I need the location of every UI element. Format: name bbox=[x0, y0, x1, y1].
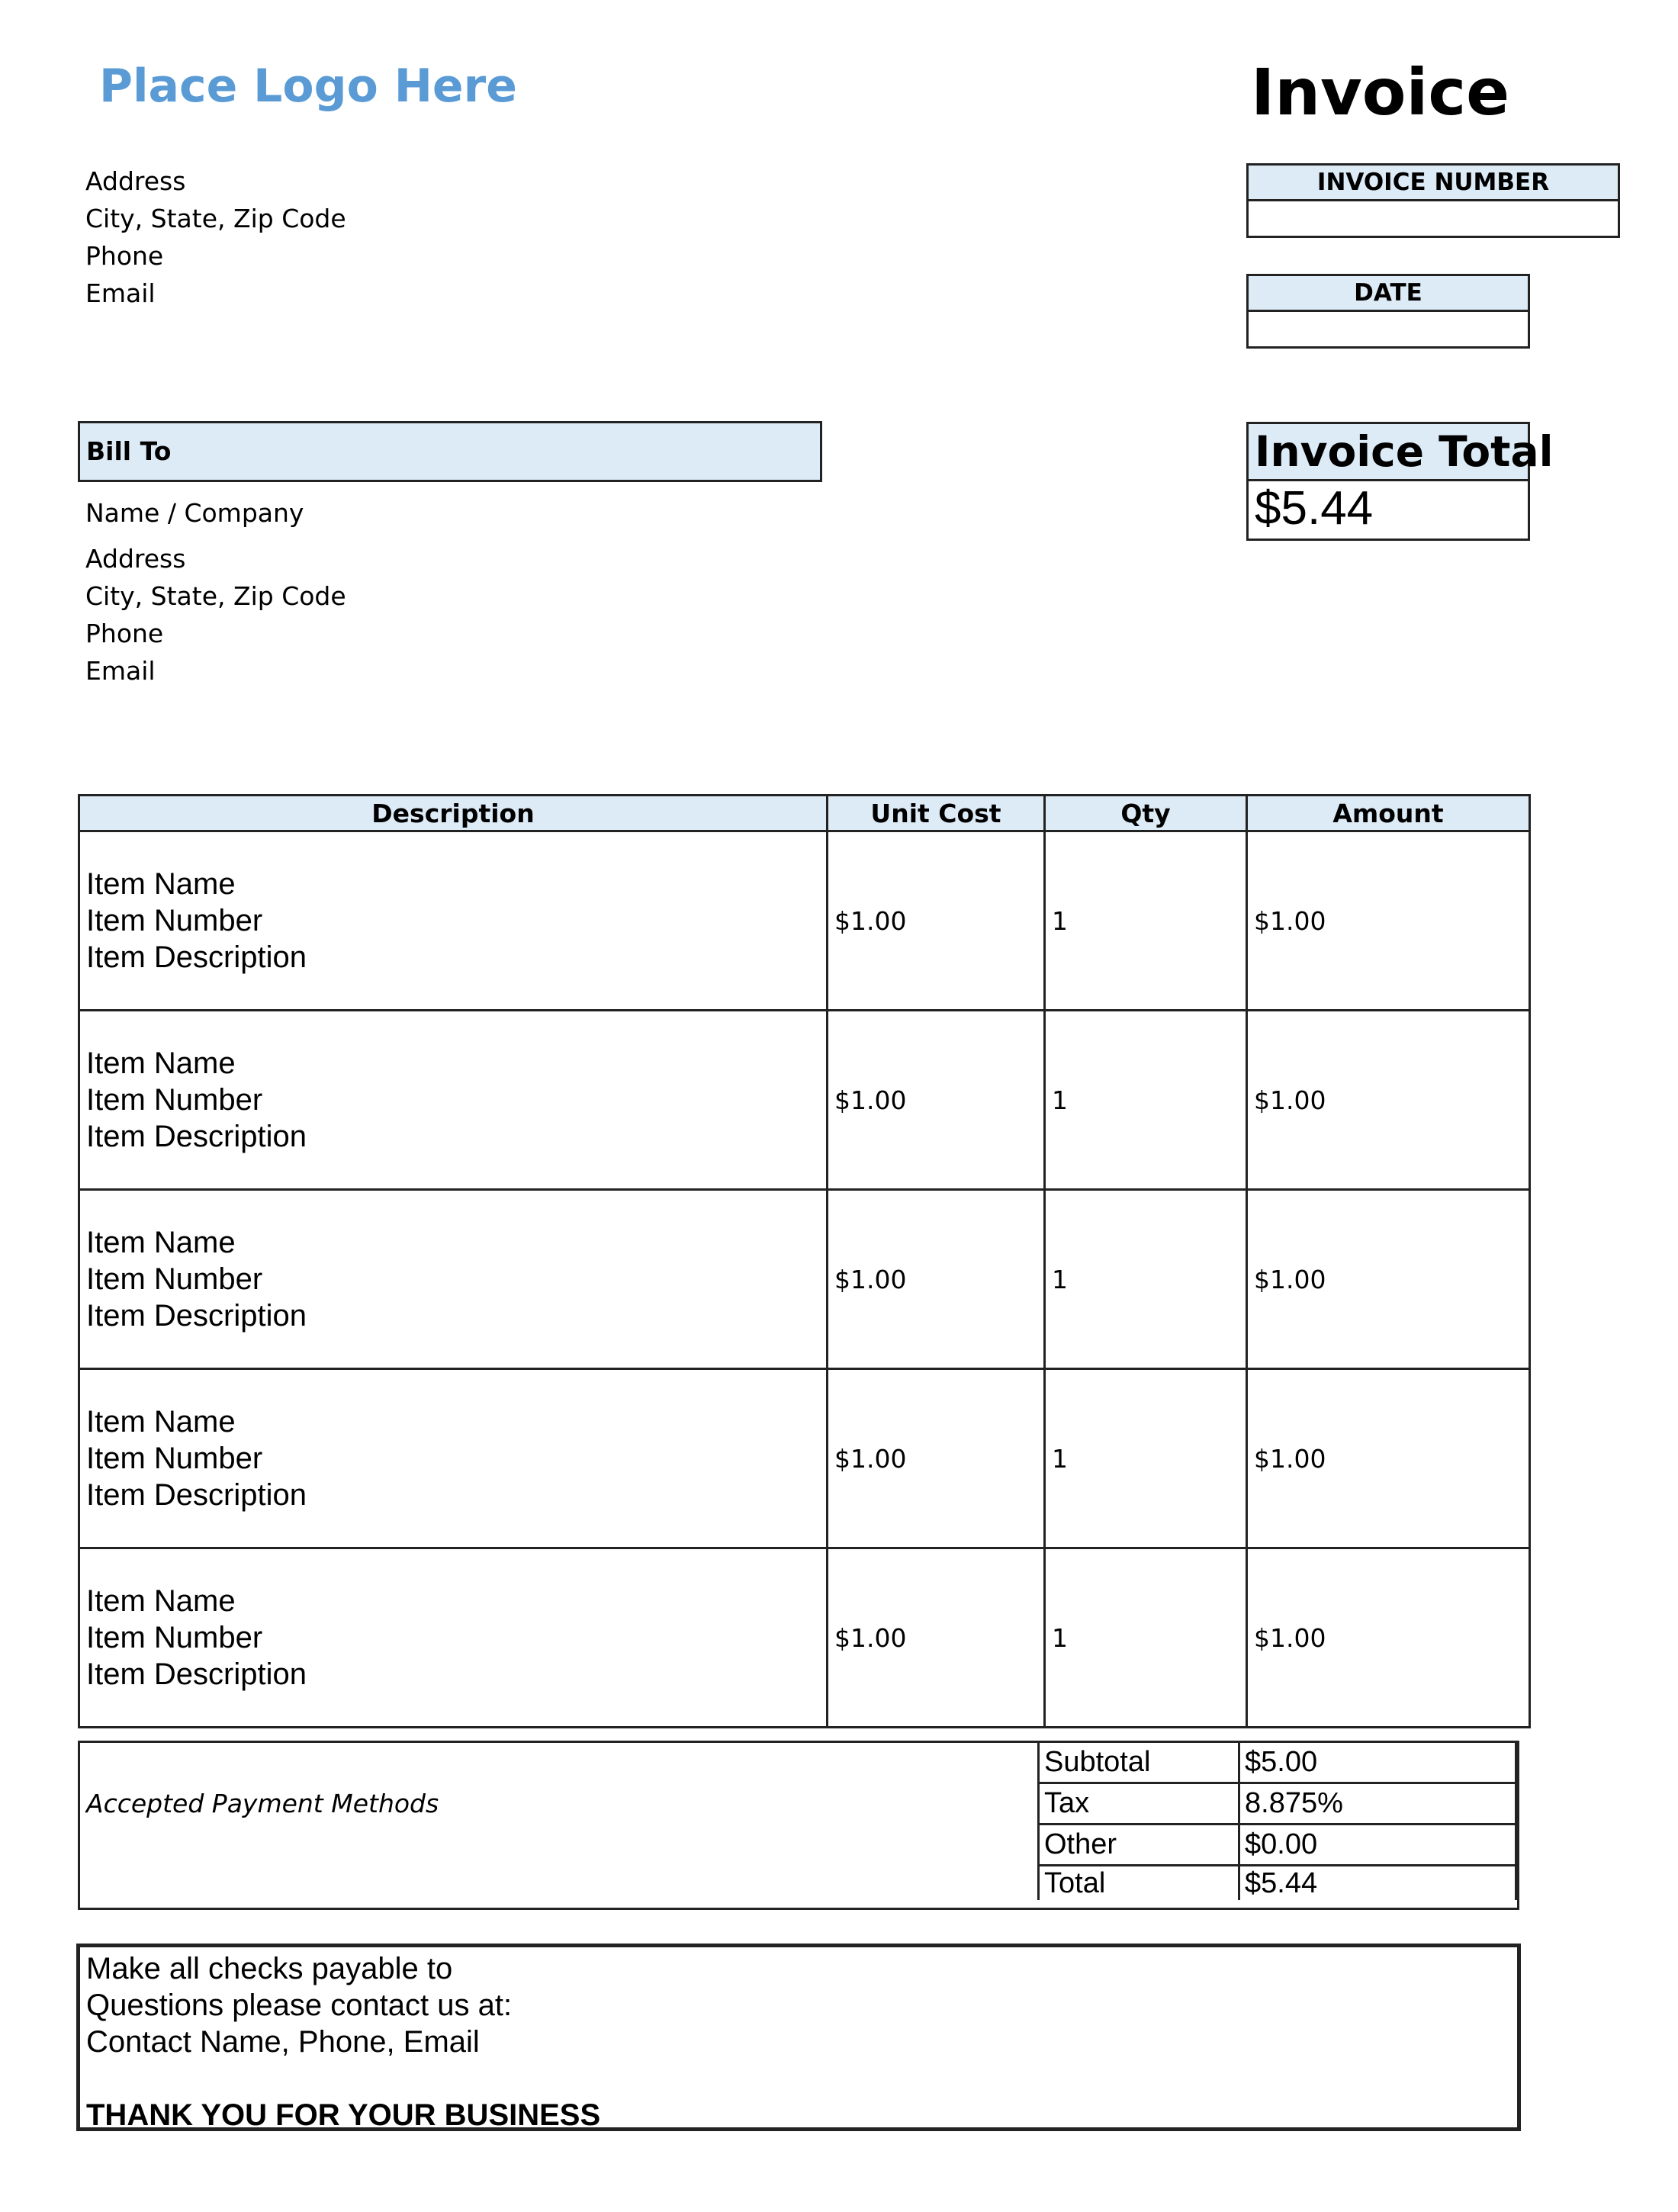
invoice-total-value: $5.44 bbox=[1255, 482, 1374, 535]
item-number: Item Number bbox=[86, 1083, 263, 1117]
table-row bbox=[79, 831, 1530, 1011]
questions-note: Questions please contact us at: bbox=[86, 1989, 513, 2022]
bill-to-info bbox=[85, 540, 346, 690]
item-number: Item Number bbox=[86, 904, 263, 937]
col-header-unit-cost: Unit Cost bbox=[828, 796, 1045, 831]
item-qty[interactable]: 1 bbox=[1045, 1011, 1247, 1190]
table-row bbox=[79, 1190, 1530, 1369]
item-amount: $1.00 bbox=[1247, 831, 1530, 1011]
other-value[interactable]: $0.00 bbox=[1239, 1825, 1516, 1866]
col-header-qty: Qty bbox=[1045, 796, 1247, 831]
item-number: Item Number bbox=[86, 1621, 263, 1654]
item-description-cell[interactable] bbox=[79, 1548, 828, 1728]
item-description-cell[interactable] bbox=[79, 1190, 828, 1369]
item-description-cell[interactable] bbox=[79, 1011, 828, 1190]
total-row bbox=[1039, 1866, 1516, 1901]
bill-to-address: Address bbox=[85, 544, 186, 574]
bill-to-city-state-zip: City, State, Zip Code bbox=[85, 581, 346, 611]
table-header-row bbox=[79, 796, 1530, 831]
date-field[interactable] bbox=[1246, 310, 1530, 349]
table-row bbox=[79, 1369, 1530, 1548]
items-table bbox=[78, 794, 1531, 1728]
checks-payable-note: Make all checks payable to bbox=[86, 1952, 453, 1985]
subtotal-row bbox=[1039, 1742, 1516, 1783]
item-amount: $1.00 bbox=[1247, 1548, 1530, 1728]
subtotal-value: $5.00 bbox=[1239, 1742, 1516, 1783]
item-unit-cost[interactable]: $1.00 bbox=[828, 831, 1045, 1011]
item-description: Item Description bbox=[86, 1657, 307, 1691]
logo-placeholder: Place Logo Here bbox=[99, 59, 517, 113]
item-qty[interactable]: 1 bbox=[1045, 1548, 1247, 1728]
col-header-amount: Amount bbox=[1247, 796, 1530, 831]
bill-to-header: Bill To bbox=[78, 421, 822, 482]
totals-table bbox=[1037, 1741, 1517, 1900]
item-unit-cost[interactable]: $1.00 bbox=[828, 1548, 1045, 1728]
item-number: Item Number bbox=[86, 1262, 263, 1296]
item-description: Item Description bbox=[86, 1478, 307, 1512]
invoice-total-box bbox=[1246, 422, 1554, 541]
sender-city-state-zip: City, State, Zip Code bbox=[85, 204, 346, 233]
item-name: Item Name bbox=[86, 1584, 236, 1618]
item-unit-cost[interactable]: $1.00 bbox=[828, 1369, 1045, 1548]
item-description: Item Description bbox=[86, 1299, 307, 1333]
summary-section bbox=[78, 1741, 1519, 1910]
thank-you-message: THANK YOU FOR YOUR BUSINESS bbox=[86, 2098, 601, 2132]
item-name: Item Name bbox=[86, 867, 236, 901]
sender-phone: Phone bbox=[85, 241, 164, 271]
item-qty[interactable]: 1 bbox=[1045, 831, 1247, 1011]
tax-row bbox=[1039, 1783, 1516, 1825]
other-label: Other bbox=[1039, 1825, 1239, 1866]
item-description-cell[interactable] bbox=[79, 831, 828, 1011]
item-name: Item Name bbox=[86, 1226, 236, 1259]
bill-to-email: Email bbox=[85, 656, 156, 686]
invoice-number-label: INVOICE NUMBER bbox=[1246, 163, 1620, 201]
contact-info: Contact Name, Phone, Email bbox=[86, 2025, 480, 2059]
sender-email: Email bbox=[85, 278, 156, 308]
payment-methods-note: Accepted Payment Methods bbox=[86, 1789, 439, 1818]
sender-info bbox=[85, 162, 346, 312]
item-description: Item Description bbox=[86, 940, 307, 974]
item-description-cell[interactable] bbox=[79, 1369, 828, 1548]
invoice-total-label: Invoice Total bbox=[1249, 424, 1528, 481]
item-qty[interactable]: 1 bbox=[1045, 1369, 1247, 1548]
bill-to-phone: Phone bbox=[85, 619, 164, 648]
item-unit-cost[interactable]: $1.00 bbox=[828, 1190, 1045, 1369]
item-number: Item Number bbox=[86, 1442, 263, 1475]
table-row bbox=[79, 1548, 1530, 1728]
page-title: Invoice bbox=[1251, 55, 1510, 130]
total-label: Total bbox=[1039, 1866, 1239, 1901]
invoice-number-field[interactable] bbox=[1246, 199, 1620, 238]
subtotal-label: Subtotal bbox=[1039, 1742, 1239, 1783]
tax-value[interactable]: 8.875% bbox=[1239, 1783, 1516, 1825]
item-name: Item Name bbox=[86, 1047, 236, 1080]
bill-to-name-company: Name / Company bbox=[85, 498, 304, 528]
other-row bbox=[1039, 1825, 1516, 1866]
item-amount: $1.00 bbox=[1247, 1190, 1530, 1369]
item-unit-cost[interactable]: $1.00 bbox=[828, 1011, 1045, 1190]
table-row bbox=[79, 1011, 1530, 1190]
date-label: DATE bbox=[1246, 274, 1530, 312]
item-amount: $1.00 bbox=[1247, 1369, 1530, 1548]
item-qty[interactable]: 1 bbox=[1045, 1190, 1247, 1369]
footer-notes bbox=[76, 1944, 1521, 2131]
tax-label: Tax bbox=[1039, 1783, 1239, 1825]
total-value: $5.44 bbox=[1239, 1866, 1516, 1901]
item-description: Item Description bbox=[86, 1120, 307, 1153]
col-header-description: Description bbox=[79, 796, 828, 831]
sender-address: Address bbox=[85, 166, 186, 196]
item-amount: $1.00 bbox=[1247, 1011, 1530, 1190]
item-name: Item Name bbox=[86, 1405, 236, 1439]
